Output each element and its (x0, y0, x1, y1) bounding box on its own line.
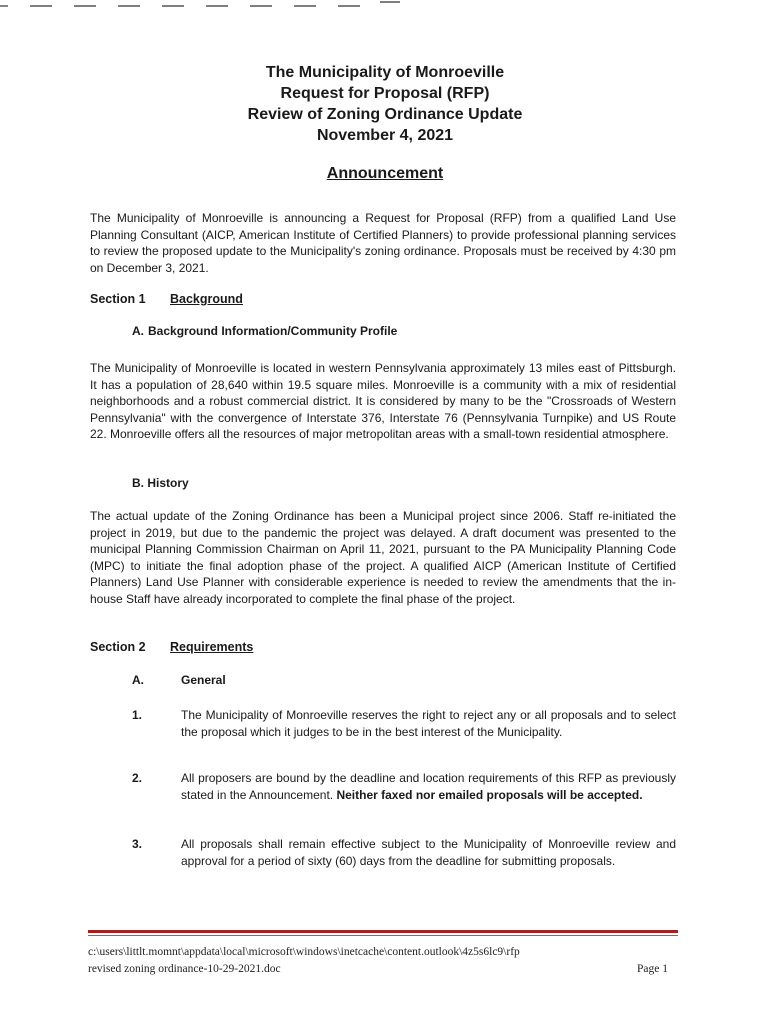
section2-title: Requirements (170, 640, 254, 654)
history-heading: B. History (132, 476, 189, 490)
section2-heading (90, 640, 253, 654)
document-title (0, 62, 770, 146)
section1-number: Section 1 (90, 292, 146, 306)
section2-subA-heading (132, 673, 226, 687)
top-dash-border (0, 0, 420, 12)
title-rfp: Request for Proposal (RFP) (280, 85, 490, 102)
footer (88, 944, 678, 978)
requirement-item (132, 836, 676, 869)
footer-rule (88, 930, 678, 933)
section2-subA-title: General (181, 673, 226, 687)
footer-path: c:\users\littlt.momnt\appdata\local\microsoft\windows\inetcache\content.outlook\4z5s6lc9\rfp (88, 946, 520, 958)
footer-rule-thin (88, 935, 678, 936)
requirement-number: 3. (132, 837, 143, 851)
requirement-item (132, 770, 676, 803)
page-number: Page 1 (637, 963, 668, 975)
requirement-number: 1. (132, 708, 143, 722)
section2-number: Section 2 (90, 640, 146, 654)
announcement-text: The Municipality of Monroeville is announcing a Request for Proposal (RFP) from a qualified Land Use Planning Consultant (AICP, American Institute of Certified Planners) to provide professional planning services to review the proposed update to the Municipality's zoning ordinance. Proposals must be received by 4:30 pm on December 3, 2021. (90, 211, 676, 275)
section2-subA-letter: A. (132, 673, 144, 687)
requirement-text: All proposals shall remain effective subject to the Municipality of Monroeville review and approval for a period of sixty (60) days from the deadline for submitting proposals. (181, 837, 676, 868)
announcement-heading: Announcement (326, 165, 444, 182)
section1-subA-title: Background Information/Community Profile (148, 324, 398, 338)
section1-title: Background (170, 292, 243, 306)
requirement-text: The Municipality of Monroeville reserves the right to reject any or all proposals and to select the proposal which it judges to be in the best interest of the Municipality. (181, 708, 676, 739)
section1-subA-heading (132, 324, 397, 338)
requirement-number: 2. (132, 771, 143, 785)
requirement-item (132, 707, 676, 740)
requirement-text-bold: Neither faxed nor emailed proposals will be accepted. (336, 787, 643, 802)
requirement-text-plain: All proposers are bound by the deadline and location requirements of this RFP as previously stated in the Announcement. (181, 771, 676, 802)
history-text: The actual update of the Zoning Ordinance has been a Municipal project since 2006. Staff re-initiated the project in 2019, but due to the pandemic the project was delayed. A draft document was presented to the municipal Planning Commission Chairman on April 11, 2021, pursuant to the PA Municipality Planning Code (MPC) to initiate the final adoption phase of the project. A qualified AICP (American Institute of Certified Planners) Land Use Planner with considerable experience is needed to review the amendments that the in-house Staff have already incorporated to complete the final phase of the project. (90, 509, 676, 606)
title-date: November 4, 2021 (316, 127, 454, 144)
requirement-text (181, 770, 676, 803)
section1-subA-letter: A. (132, 324, 144, 338)
community-profile-text: The Municipality of Monroeville is located in western Pennsylvania approximately 13 miles east of Pittsburgh. It has a population of 28,640 within 19.5 square miles. Monroeville is a community with a mix of residential neighborhoods and a robust commercial district. It is considered by many to be the "Crossroads of Western Pennsylvania" with the convergence of Interstate 376, Interstate 76 (Pennsylvania Turnpike) and US Route 22. Monroeville offers all the resources of major metropolitan areas with a small-town residential atmosphere. (90, 361, 676, 442)
title-municipality: The Municipality of Monroeville (265, 64, 505, 81)
footer-filename: revised zoning ordinance-10-29-2021.doc (88, 963, 281, 975)
section1-heading (90, 292, 243, 306)
title-review: Review of Zoning Ordinance Update (247, 106, 523, 123)
